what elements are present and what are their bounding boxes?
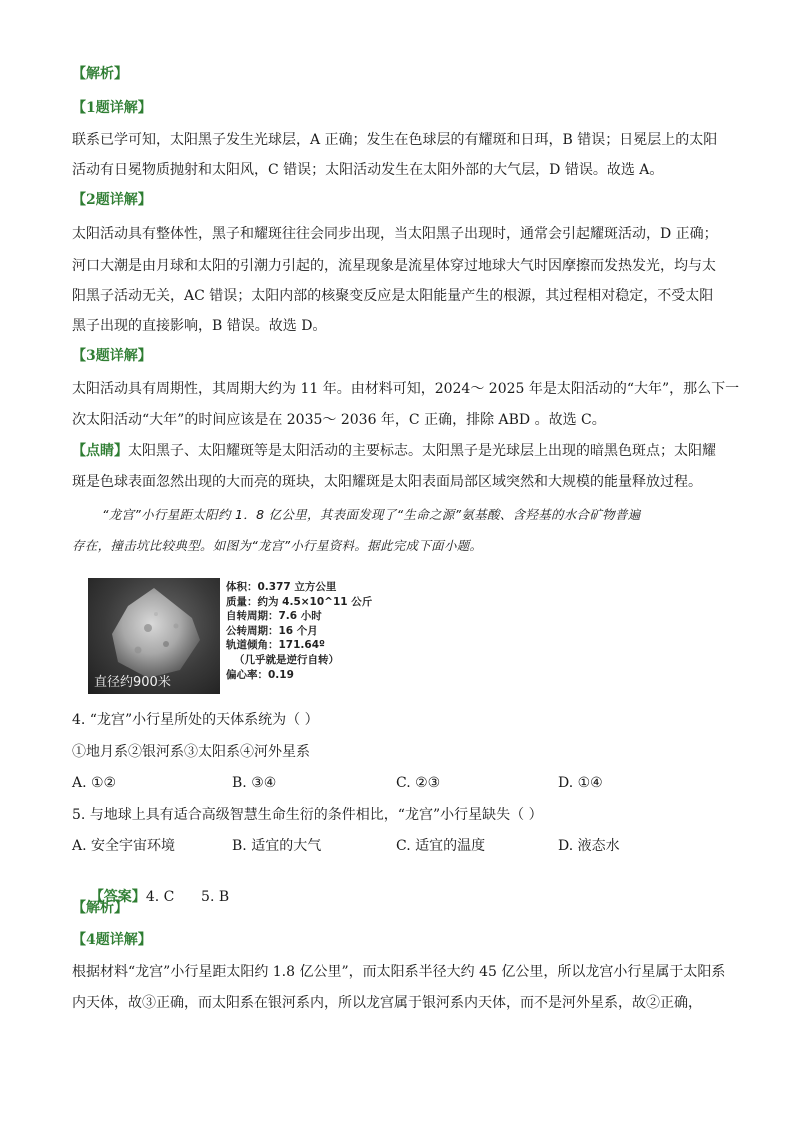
q4-text-line: 内天体，故③正确，而太阳系在银河系内，所以龙宫属于银河系内天体，而不是河外星系，故②正确， bbox=[72, 995, 702, 1011]
tip-text-line: 斑是色球表面忽然出现的大而亮的斑块，太阳耀斑是太阳表面局部区域突然和大规模的能量释放过程。 bbox=[72, 474, 702, 490]
q5-option-d: D. 液态水 bbox=[558, 838, 620, 854]
asteroid-photo bbox=[88, 578, 220, 694]
asteroid-figure bbox=[88, 578, 378, 694]
q5-stem: 5. 与地球上具有适合高级智慧生命生衍的条件相比，“龙宫”小行星缺失（ ） bbox=[72, 807, 543, 823]
q2-text-line: 河口大潮是由月球和太阳的引潮力引起的，流星现象是流星体穿过地球大气时因摩擦而发热发光，均与太 bbox=[72, 258, 716, 274]
material-line: 存在，撞击坑比较典型。如图为“龙宫”小行星资料。据此完成下面小题。 bbox=[72, 538, 483, 553]
answer-text: 4. C 5. B bbox=[145, 889, 230, 905]
q4-option-a: A. ①② bbox=[72, 775, 117, 791]
q2-text-line: 黑子出现的直接影响，B 错误。故选 D。 bbox=[72, 318, 327, 334]
answer-tag: 【答案】 bbox=[89, 889, 146, 905]
tip-text: 太阳黑子、太阳耀斑等是太阳活动的主要标志。太阳黑子是光球层上出现的暗黑色斑点；太阳耀 bbox=[128, 443, 716, 459]
asteroid-info bbox=[226, 580, 386, 682]
material-line: “龙宫”小行星距太阳约 1．8 亿公里，其表面发现了“生命之源”氨基酸、含羟基的水合矿物普遍 bbox=[102, 507, 641, 522]
info-revolution: 公转周期：16 个月 bbox=[226, 624, 318, 637]
q4-option-d: D. ①④ bbox=[558, 775, 603, 791]
info-volume: 体积：0.377 立方公里 bbox=[226, 581, 337, 593]
info-eccentricity: 偏心率：0.19 bbox=[226, 668, 294, 681]
q3-heading: 【3题详解】 bbox=[72, 348, 152, 364]
figure-caption: 直径约900米 bbox=[94, 675, 171, 690]
q3-text-line: 太阳活动具有周期性，其周期大约为 11 年。由材料可知，2024～ 2025 年是太阳活动的“大年”，那么下一 bbox=[72, 381, 740, 397]
answer-line bbox=[72, 867, 722, 927]
q4-list: ①地月系②银河系③太阳系④河外星系 bbox=[72, 744, 310, 760]
q1-heading: 【1题详解】 bbox=[72, 100, 152, 116]
q4-option-c: C. ②③ bbox=[396, 775, 441, 791]
info-note: （几乎就是逆行自转） bbox=[234, 653, 339, 666]
tip-line bbox=[72, 441, 722, 461]
q4-detail-heading: 【4题详解】 bbox=[72, 932, 152, 948]
q4-text-line: 根据材料“龙宫”小行星距太阳约 1.8 亿公里”，而太阳系半径大约 45 亿公里，所以龙宫小行星属于太阳系 bbox=[72, 964, 726, 980]
analysis2-heading: 【解析】 bbox=[72, 900, 128, 916]
tip-tag: 【点睛】 bbox=[72, 443, 128, 459]
info-inclination: 轨道倾角：171.64º bbox=[226, 639, 325, 652]
q5-options bbox=[72, 836, 722, 856]
q5-option-c: C. 适宜的温度 bbox=[396, 838, 486, 854]
q5-option-b: B. 适宜的大气 bbox=[232, 838, 322, 854]
q2-heading: 【2题详解】 bbox=[72, 192, 152, 208]
info-rotation: 自转周期：7.6 小时 bbox=[226, 610, 322, 623]
q1-text-line: 活动有日冕物质抛射和太阳风，C 错误；太阳活动发生在太阳外部的大气层，D 错误。故选 A。 bbox=[72, 162, 664, 178]
q5-option-a: A. 安全宇宙环境 bbox=[72, 838, 176, 854]
q4-option-b: B. ③④ bbox=[232, 775, 277, 791]
q1-text-line: 联系已学可知，太阳黑子发生光球层，A 正确；发生在色球层的有耀斑和日珥，B 错误；日冕层上的太阳 bbox=[72, 132, 718, 148]
q2-text-line: 阳黑子活动无关，AC 错误；太阳内部的核聚变反应是太阳能量产生的根源，其过程相对稳定，不受太阳 bbox=[72, 288, 714, 304]
q2-text-line: 太阳活动具有整体性，黑子和耀斑往往会同步出现，当太阳黑子出现时，通常会引起耀斑活动，D 正确； bbox=[72, 226, 718, 242]
analysis-heading: 【解析】 bbox=[72, 66, 128, 82]
q4-options bbox=[72, 773, 722, 793]
q4-stem: 4. “龙宫”小行星所处的天体系统为（ ） bbox=[72, 712, 319, 728]
q3-text-line: 次太阳活动“大年”的时间应该是在 2035～ 2036 年，C 正确，排除 ABD 。故选 C。 bbox=[72, 412, 606, 428]
info-mass: 质量：约为 4.5×10^11 公斤 bbox=[226, 595, 373, 608]
